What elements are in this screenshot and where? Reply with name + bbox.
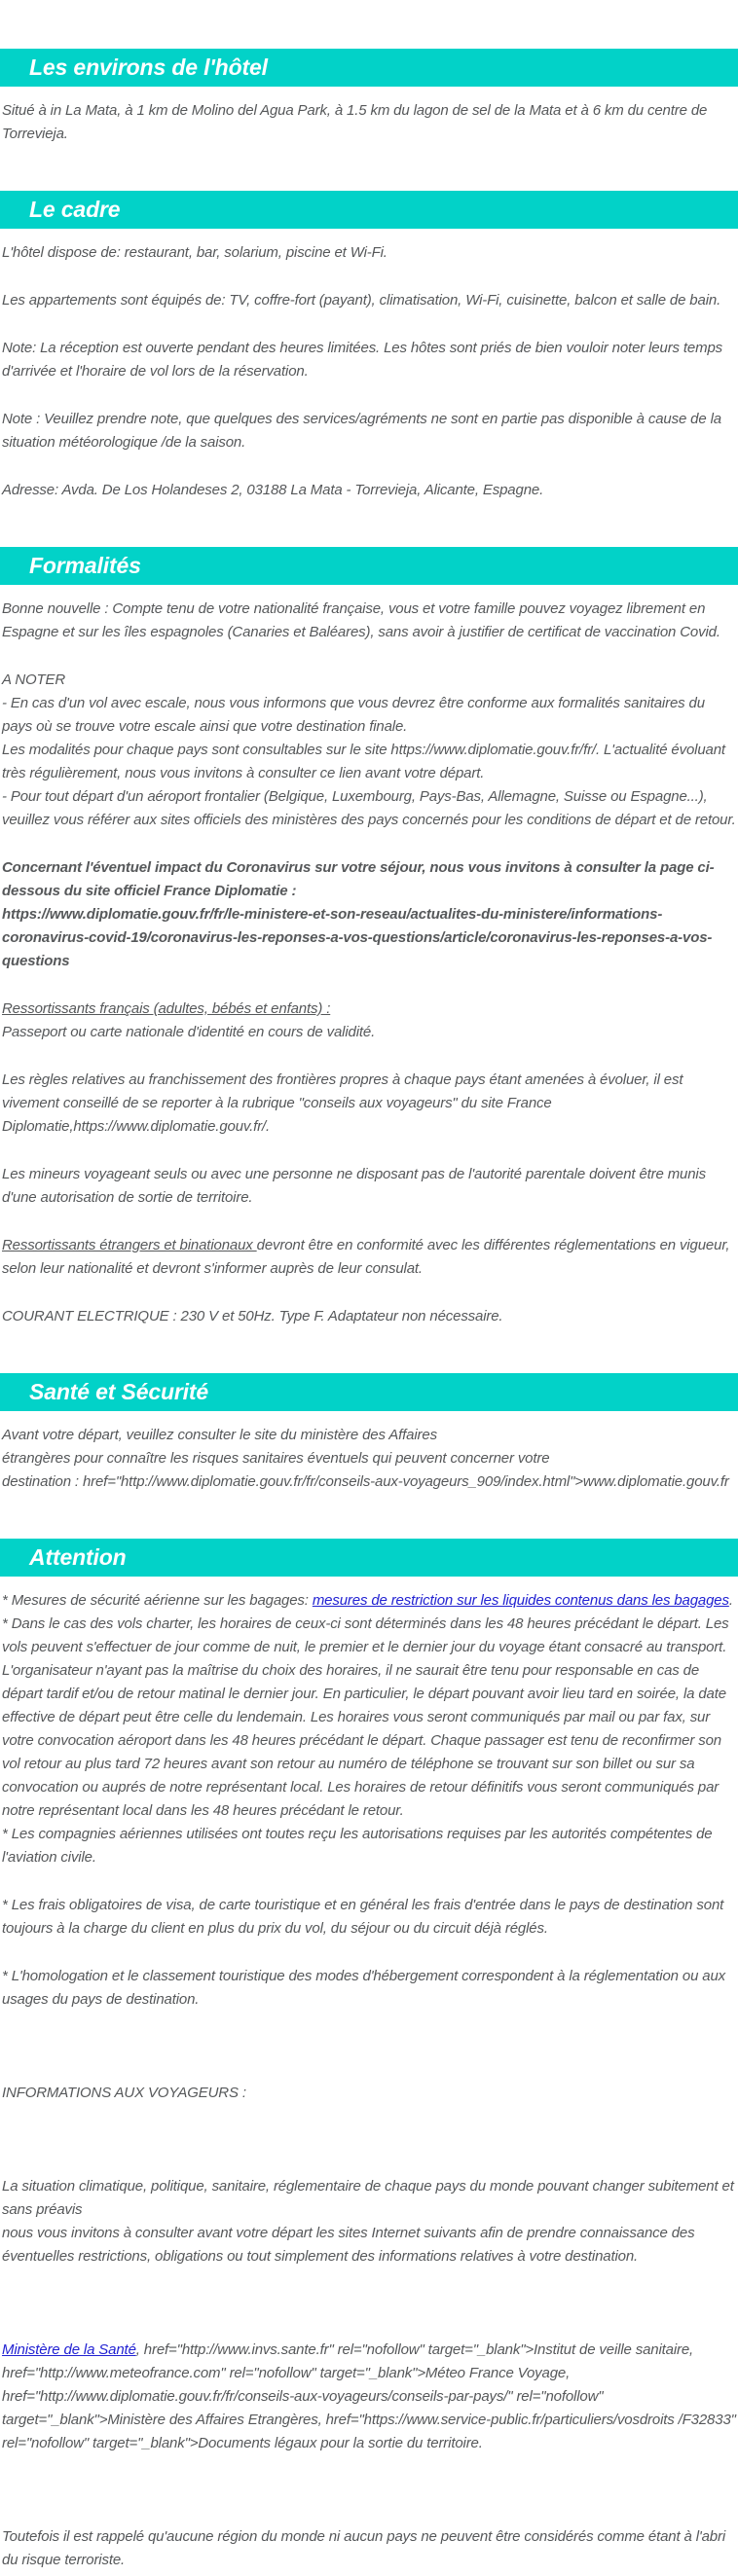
section-header-health-safety: Santé et Sécurité <box>0 1373 738 1411</box>
situation-line1: La situation climatique, politique, sanitaire, réglementaire de chaque pays du monde pouvant changer subitement et sans préavis <box>2 2178 734 2218</box>
health-advice <box>0 1424 738 1494</box>
formalities-french-nationals-heading: Ressortissants français (adultes, bébés et enfants) : <box>2 1000 331 1017</box>
section-header-formalities: Formalités <box>0 547 738 585</box>
setting-reception-note: Note: La réception est ouverte pendant des heures limitées. Les hôtes sont priés de bien vouloir noter leurs temps d'arrivée et l'horaire de vol lors de la réservation. <box>2 340 723 380</box>
formalities-minors: Les mineurs voyageant seuls ou avec une personne ne disposant pas de l'autorité parentale doivent être munis d'une autorisation de sortie de territoire. <box>2 1166 706 1206</box>
covid-notice-lead: Concernant l'éventuel impact du Coronavirus sur votre séjour, nous vous invitons à consulter la page ci-dessous du site officiel France Diplomatie : <box>2 859 715 899</box>
section-health-safety <box>0 1373 738 1494</box>
health-advice-line1: Avant votre départ, veuillez consulter le site du ministère des Affaires <box>2 1427 437 1443</box>
ministere-sante-link[interactable]: Ministère de la Santé <box>2 2341 136 2358</box>
surroundings-text: Situé à in La Mata, à 1 km de Molino del Agua Park, à 1.5 km du lagon de sel de la Mata et à 6 km du centre de Torrevieja. <box>2 102 708 142</box>
setting-apartments: Les appartements sont équipés de: TV, coffre-fort (payant), climatisation, Wi-Fi, cuisinette, balcon et salle de bain. <box>2 292 721 308</box>
formalities-note-line2: Les modalités pour chaque pays sont consultables sur le site https://www.diplomatie.gouv.fr/fr/. L'actualité évoluant très régulièrement, nous vous invitons à consulter ce lien avant votre départ. <box>2 742 725 781</box>
baggage-suffix: . <box>728 1592 733 1609</box>
section-attention <box>0 1539 738 2572</box>
formalities-power: COURANT ELECTRIQUE : 230 V et 50Hz. Type F. Adaptateur non nécessaire. <box>2 1308 503 1324</box>
health-advice-line2: étrangères pour connaître les risques sanitaires éventuels qui peuvent concerner votre <box>2 1450 550 1467</box>
situation-line2: nous vous invitons à consulter avant votre départ les sites Internet suivants afin de prendre connaissance des éventuelles restrictions, obligations ou tout simplement des informations relatives à votre destination. <box>2 2225 695 2265</box>
covid-notice-url: https://www.diplomatie.gouv.fr/fr/le-ministere-et-son-reseau/actualites-du-ministere/informations-coronavirus-covid-19/coronavirus-les-reponses-a-vos-questions/article/coronavirus-les-reponses-a-vos-questions <box>2 906 713 969</box>
foreign-nationals-rest: devront être en conformité avec les différentes réglementations en vigueur, selon leur nationalité et devront s'informer auprès de leur consulat. <box>2 1237 730 1277</box>
baggage-restrictions-link[interactable]: mesures de restriction sur les liquides contenus dans les bagages <box>312 1592 729 1609</box>
formalities-foreign-nationals <box>0 1234 738 1281</box>
section-hotel-surroundings <box>0 49 738 146</box>
attention-visa-fees: * Les frais obligatoires de visa, de carte touristique et en général les frais d'entrée dans le pays de destination sont toujours à la charge du client en plus du prix du vol, du séjour ou du circuit déjà réglés. <box>2 1897 724 1937</box>
formalities-note-line1: - En cas d'un vol avec escale, nous vous informons que vous devrez être conforme aux formalités sanitaires du pays où se trouve votre escale ainsi que votre destination finale. <box>2 695 705 735</box>
formalities-covid-notice <box>0 856 738 973</box>
foreign-nationals-underlined: Ressortissants étrangers et binationaux <box>2 1237 257 1253</box>
section-setting <box>0 191 738 502</box>
formalities-border-rules: Les règles relatives au franchissement des frontières propres à chaque pays étant amenées à évoluer, il est vivement conseillé de se reporter à la rubrique "conseils aux voyageurs" du site France Diplomatie,https://www.diplomatie.gouv.fr/. <box>2 1071 683 1135</box>
attention-baggage <box>0 1589 738 1613</box>
formalities-french-nationals-body: Passeport ou carte nationale d'identité en cours de validité. <box>2 1024 376 1040</box>
health-advice-line3: destination : href="http://www.diplomatie.gouv.fr/fr/conseils-aux-voyageurs_909/index.html">www.diplomatie.gouv.fr <box>2 1473 729 1490</box>
attention-airlines: * Les compagnies aériennes utilisées ont toutes reçu les autorisations requises par les autorités compétentes de l'aviation civile. <box>2 1826 713 1866</box>
setting-address: Adresse: Avda. De Los Holandeses 2, 03188 La Mata - Torrevieja, Alicante, Espagne. <box>2 482 544 498</box>
formalities-good-news: Bonne nouvelle : Compte tenu de votre nationalité française, vous et votre famille pouvez voyagez librement en Espagne et sur les îles espagnoles (Canaries et Baléares), sans avoir à justifier de certificat de vaccination Covid. <box>2 600 720 640</box>
setting-services-note: Note : Veuillez prendre note, que quelques des services/agréments ne sont en partie pas disponible à cause de la situation météorologique /de la saison. <box>2 411 721 451</box>
attention-info-heading: INFORMATIONS AUX VOYAGEURS : <box>2 2085 246 2101</box>
section-header-surroundings: Les environs de l'hôtel <box>0 49 738 87</box>
section-formalities <box>0 547 738 1328</box>
attention-official-links <box>0 2339 738 2455</box>
section-header-setting: Le cadre <box>0 191 738 229</box>
official-links-rest: , href="http://www.invs.sante.fr" rel="nofollow" target="_blank">Institut de veille sanitaire, href="http://www.meteofrance.com" rel="nofollow" target="_blank">Méteo France Voyage, href="http://www.diplomatie.gouv.fr/fr/conseils-aux-voyageurs/conseils-par-pays/" rel="nofollow" target="_blank">Ministère des Affaires Etrangères, href="https://www.service-public.fr/particuliers/vosdroits /F32833" rel="nofollow" target="_blank">Documents légaux pour la sortie du territoire. <box>2 2341 736 2451</box>
attention-charter: * Dans le cas des vols charter, les horaires de ceux-ci sont déterminés dans les 48 heures précédant le départ. Les vols peuvent s'effectuer de jour comme de nuit, le premier et le dernier jour du voyage étant consacré au transport. L'organisateur n'ayant pas la maîtrise du choix des horaires, il ne saurait être tenu pour responsable en cas de départ tardif et/ou de retour matinal le dernier jour. En particulier, le départ pouvant avoir lieu tard en soirée, la date effective de départ peut être celle du lendemain. Les horaires vous seront communiqués par mail ou par fax, sur votre convocation aéroport dans les 48 heures précédant le départ. Chaque passager est tenu de reconfirmer son vol retour au plus tard 72 heures avant son retour au numéro de téléphone se trouvant sur son billet ou sur sa convocation ou auprés de notre représentant local. Les horaires de retour définitifs vous seront communiqués par notre représentant local dans les 48 heures précédant le retour. <box>2 1615 729 1819</box>
baggage-prefix: * Mesures de sécurité aérienne sur les bagages: <box>2 1592 313 1609</box>
setting-facilities: L'hôtel dispose de: restaurant, bar, solarium, piscine et Wi-Fi. <box>2 244 387 261</box>
attention-terrorism: Toutefois il est rappelé qu'aucune région du monde ni aucun pays ne peuvent être considérés comme étant à l'abri du risque terroriste. <box>2 2528 726 2568</box>
formalities-note-heading: A NOTER <box>2 671 66 688</box>
section-header-attention: Attention <box>0 1539 738 1577</box>
attention-homologation: * L'homologation et le classement touristique des modes d'hébergement correspondent à la réglementation ou aux usages du pays de destination. <box>2 1968 726 2008</box>
formalities-note-line3: - Pour tout départ d'un aéroport frontalier (Belgique, Luxembourg, Pays-Bas, Allemagne, Suisse ou Espagne...), veuillez vous référer aux sites officiels des ministères des pays concernés pour les conditions de départ et de retour. <box>2 788 736 828</box>
travel-info-document <box>0 49 738 2576</box>
attention-situation <box>0 2175 738 2268</box>
